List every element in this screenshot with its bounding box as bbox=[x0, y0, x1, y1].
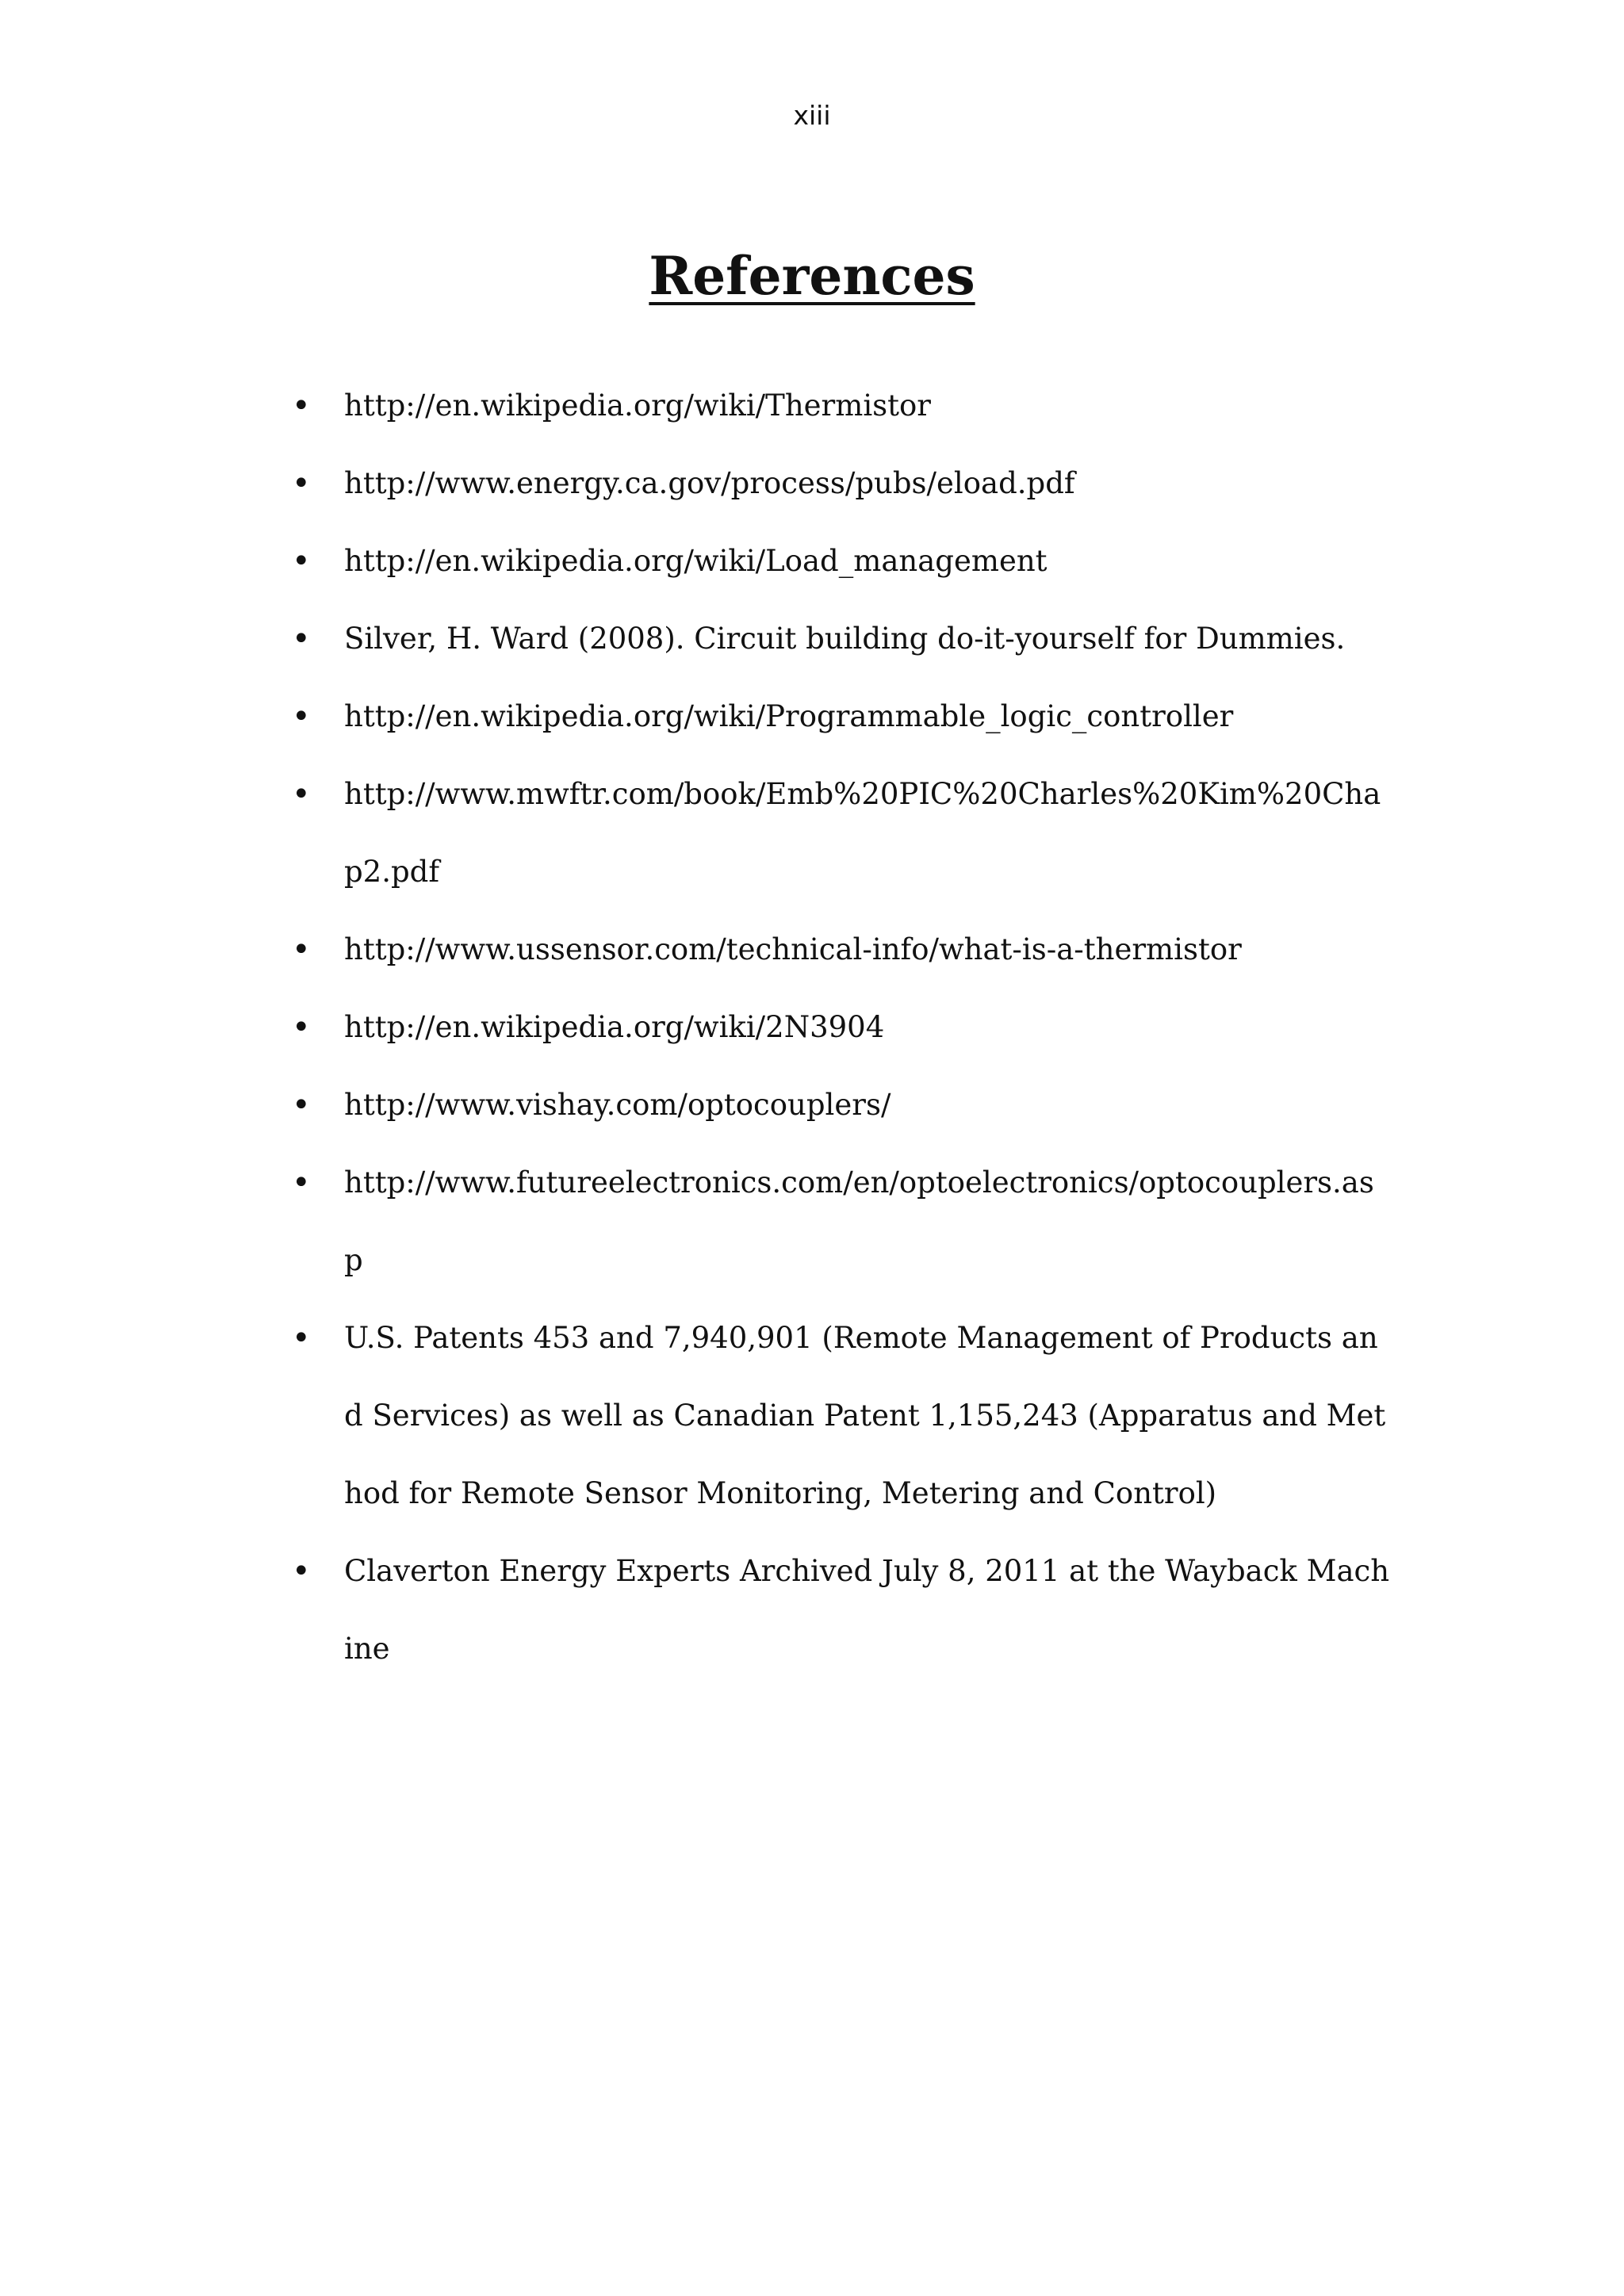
reference-item bbox=[292, 522, 1390, 600]
bullet-icon: • bbox=[292, 932, 311, 968]
reference-text: http://www.vishay.com/optocouplers/ bbox=[344, 1088, 891, 1122]
reference-item bbox=[292, 367, 1390, 445]
reference-item bbox=[292, 1533, 1390, 1688]
bullet-icon: • bbox=[292, 698, 311, 735]
reference-text: http://en.wikipedia.org/wiki/Programmable_logic_controller bbox=[344, 699, 1234, 733]
bullet-icon: • bbox=[292, 388, 311, 424]
bullet-icon: • bbox=[292, 621, 311, 657]
bullet-icon: • bbox=[292, 1165, 311, 1201]
references-list bbox=[292, 367, 1390, 1688]
page-title: References bbox=[649, 245, 975, 307]
bullet-icon: • bbox=[292, 776, 311, 813]
bullet-icon: • bbox=[292, 543, 311, 580]
reference-text: http://en.wikipedia.org/wiki/Load_management bbox=[344, 544, 1048, 578]
reference-item bbox=[292, 756, 1390, 911]
bullet-icon: • bbox=[292, 465, 311, 502]
reference-text: Claverton Energy Experts Archived July 8, 2011 at the Wayback Machine bbox=[344, 1554, 1390, 1666]
reference-item bbox=[292, 1299, 1390, 1533]
reference-text: http://en.wikipedia.org/wiki/2N3904 bbox=[344, 1010, 885, 1044]
reference-item bbox=[292, 989, 1390, 1066]
bullet-icon: • bbox=[292, 1320, 311, 1357]
reference-item bbox=[292, 911, 1390, 989]
bullet-icon: • bbox=[292, 1553, 311, 1590]
bullet-icon: • bbox=[292, 1009, 311, 1046]
reference-item bbox=[292, 1066, 1390, 1144]
bullet-icon: • bbox=[292, 1087, 311, 1123]
reference-item bbox=[292, 600, 1390, 678]
reference-text: Silver, H. Ward (2008). Circuit building do-it-yourself for Dummies. bbox=[344, 622, 1346, 656]
reference-text: U.S. Patents 453 and 7,940,901 (Remote Management of Products and Services) as well as Canadian Patent 1,155,243 (Apparatus and Method for Remote Sensor Monitoring, Metering and Control) bbox=[344, 1321, 1386, 1510]
reference-item bbox=[292, 445, 1390, 522]
reference-text: http://www.energy.ca.gov/process/pubs/eload.pdf bbox=[344, 466, 1075, 500]
reference-text: http://en.wikipedia.org/wiki/Thermistor bbox=[344, 388, 931, 423]
reference-item bbox=[292, 1144, 1390, 1299]
reference-text: http://www.futureelectronics.com/en/optoelectronics/optocouplers.asp bbox=[344, 1165, 1374, 1277]
reference-text: http://www.mwftr.com/book/Emb%20PIC%20Charles%20Kim%20Chap2.pdf bbox=[344, 777, 1381, 889]
reference-item bbox=[292, 678, 1390, 756]
reference-text: http://www.ussensor.com/technical-info/what-is-a-thermistor bbox=[344, 932, 1242, 966]
page-number: xiii bbox=[793, 100, 831, 131]
